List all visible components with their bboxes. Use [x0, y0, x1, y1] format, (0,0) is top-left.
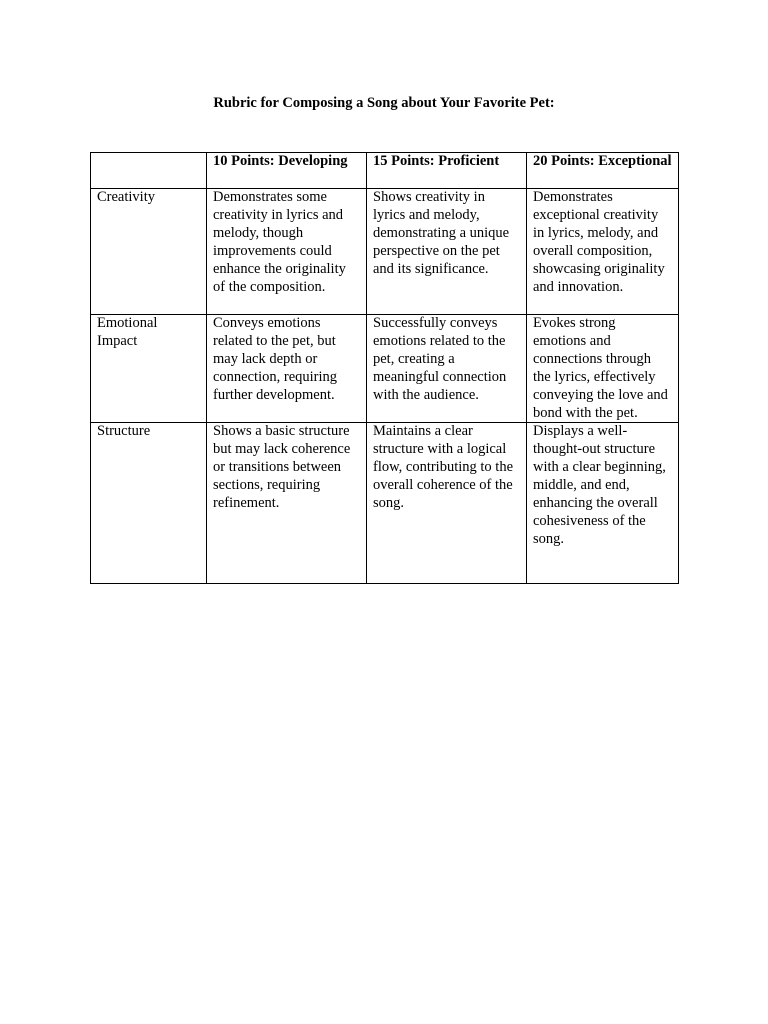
table-row: [91, 423, 679, 584]
proficient-cell: Maintains a clear structure with a logical flow, contributing to the overall coherence of the song.: [367, 423, 527, 584]
header-cell-proficient: 15 Points: Proficient: [367, 153, 527, 189]
exceptional-cell: Evokes strong emotions and connections through the lyrics, effectively conveying the love and bond with the pet.: [527, 315, 679, 423]
exceptional-cell: Demonstrates exceptional creativity in lyrics, melody, and overall composition, showcasing originality and innovation.: [527, 189, 679, 315]
developing-cell: Conveys emotions related to the pet, but may lack depth or connection, requiring further development.: [207, 315, 367, 423]
exceptional-cell: Displays a well-thought-out structure with a clear beginning, middle, and end, enhancing the overall cohesiveness of the song.: [527, 423, 679, 584]
header-cell-exceptional: 20 Points: Exceptional: [527, 153, 679, 189]
proficient-cell: Shows creativity in lyrics and melody, demonstrating a unique perspective on the pet and its significance.: [367, 189, 527, 315]
developing-cell: Shows a basic structure but may lack coherence or transitions between sections, requiring refinement.: [207, 423, 367, 584]
table-row: [91, 189, 679, 315]
criterion-cell: Structure: [91, 423, 207, 584]
proficient-cell: Successfully conveys emotions related to the pet, creating a meaningful connection with the audience.: [367, 315, 527, 423]
table-row: [91, 315, 679, 423]
criterion-cell: Creativity: [91, 189, 207, 315]
document-title: Rubric for Composing a Song about Your Favorite Pet:: [213, 95, 555, 111]
header-cell-developing: 10 Points: Developing: [207, 153, 367, 189]
table-header-row: [91, 153, 679, 189]
rubric-table: [90, 152, 679, 584]
developing-cell: Demonstrates some creativity in lyrics and melody, though improvements could enhance the originality of the composition.: [207, 189, 367, 315]
criterion-cell: Emotional Impact: [91, 315, 207, 423]
header-cell-criterion: [91, 153, 207, 189]
